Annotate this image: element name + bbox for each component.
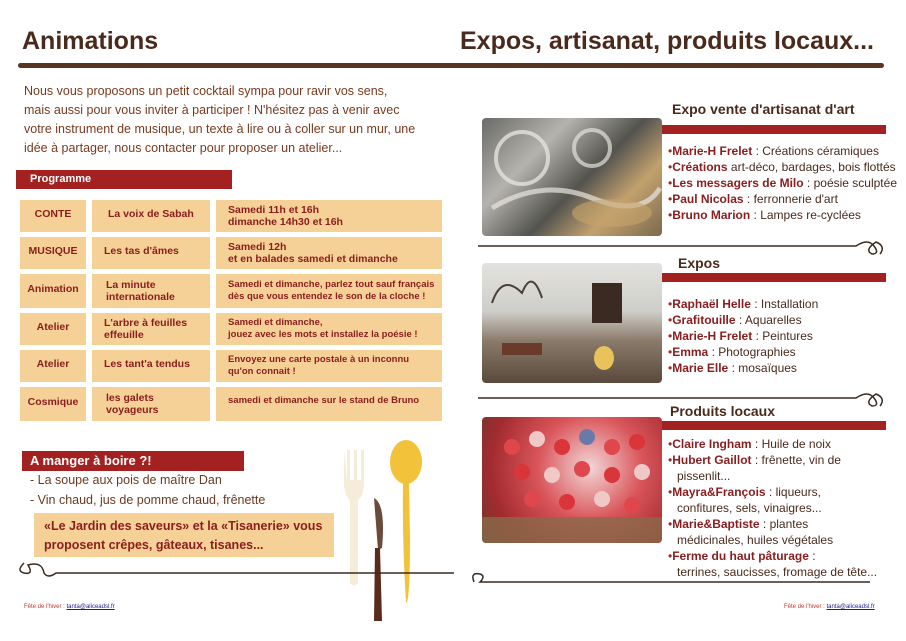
- when-line: jouez avec les mots et installez la poésie !: [228, 329, 418, 340]
- row-type: Atelier: [20, 313, 86, 345]
- list-artisanat: [668, 143, 898, 223]
- list-item: •Grafitouille : Aquarelles: [668, 313, 802, 327]
- row-name: Les tas d'âmes: [92, 237, 210, 269]
- row-when: [216, 200, 442, 232]
- section-title-artisanat: Expo vente d'artisanat d'art: [672, 101, 855, 117]
- food-title: A manger à boire ?!: [22, 451, 244, 471]
- ceramics-photo: [482, 118, 662, 236]
- row-type: Cosmique: [20, 387, 86, 421]
- section-bar: [648, 421, 886, 430]
- header-rule: [18, 63, 884, 68]
- food-note: [34, 513, 334, 557]
- when-line: Envoyez une carte postale à un inconnu: [228, 354, 410, 365]
- name-line: internationale: [106, 291, 175, 303]
- list-item: •Mayra&François : liqueurs, confitures, sels, vinaigres...: [668, 485, 822, 515]
- when-line: qu'on connait !: [228, 366, 296, 377]
- list-item: •Raphaël Helle : Installation: [668, 297, 819, 311]
- when-line: Samedi 11h et 16h: [228, 204, 320, 216]
- intro-line: mais aussi pour vous inviter à participer ! N'hésitez pas à venir avec: [24, 103, 400, 117]
- when-line: dimanche 14h30 et 16h: [228, 216, 343, 228]
- food-item: - Vin chaud, jus de pomme chaud, frênette: [30, 493, 266, 507]
- list-item: •Claire Ingham : Huile de noix: [668, 437, 831, 451]
- section-bar: [648, 125, 886, 134]
- row-when: [216, 350, 442, 382]
- cake-photo: [482, 417, 662, 543]
- row-type: Animation: [20, 274, 86, 308]
- row-name: [92, 274, 210, 308]
- row-when: [216, 274, 442, 308]
- list-expos: [668, 296, 898, 376]
- when-line: samedi et dimanche sur le stand de Bruno: [228, 395, 420, 406]
- name-line: La minute: [106, 279, 156, 291]
- when-line: dès que vous entendez le son de la cloche !: [228, 291, 426, 302]
- list-item: •Emma : Photographies: [668, 345, 796, 359]
- name-line: les galets: [106, 392, 154, 404]
- food-item: - La soupe aux pois de maître Dan: [30, 473, 222, 487]
- right-footer: [784, 604, 875, 610]
- note-line: «Le Jardin des saveurs» et la «Tisanerie» vous: [44, 519, 323, 533]
- row-name: [92, 387, 210, 421]
- footer-email-link[interactable]: tanta@aliceadsl.fr: [66, 604, 115, 610]
- footer-label: Fête de l'hiver :: [24, 604, 65, 610]
- exhibition-photo: [482, 263, 662, 383]
- row-name: [92, 313, 210, 345]
- row-when: [216, 237, 442, 269]
- name-line: voyageurs: [106, 404, 159, 416]
- footer-email-link[interactable]: tanta@aliceadsl.fr: [826, 604, 875, 610]
- intro-line: idée à partager, nous contacter pour proposer un atelier...: [24, 141, 343, 155]
- bottom-scribble-right: [470, 568, 890, 594]
- row-when: [216, 313, 442, 345]
- row-type: MUSIQUE: [20, 237, 86, 269]
- section-title-produits: Produits locaux: [670, 403, 776, 419]
- row-name: Les tant'a tendus: [92, 350, 210, 382]
- left-page-title: Animations: [22, 27, 159, 55]
- note-line: proposent crêpes, gâteaux, tisanes...: [44, 538, 264, 552]
- when-line: Samedi et dimanche,: [228, 317, 323, 328]
- left-footer: [24, 604, 115, 610]
- when-line: Samedi et dimanche, parlez tout sauf français: [228, 279, 435, 290]
- list-item: •Marie Elle : mosaïques: [668, 361, 797, 375]
- list-produits: [668, 436, 898, 580]
- list-item: •Paul Nicolas : ferronnerie d'art: [668, 192, 838, 206]
- intro-line: Nous vous proposons un petit cocktail sympa pour ravir vos sens,: [24, 84, 388, 98]
- name-line: effeuille: [104, 329, 144, 341]
- list-item: •Créations art-déco, bardages, bois flottés: [668, 160, 896, 174]
- section-title-expos: Expos: [678, 255, 721, 271]
- row-type: CONTE: [20, 200, 86, 232]
- name-line: L'arbre à feuilles: [104, 317, 188, 329]
- cutlery-illustration: [330, 438, 430, 623]
- row-when: [216, 387, 442, 421]
- programme-label: Programme: [16, 170, 232, 189]
- list-item: •Les messagers de Milo : poésie sculptée: [668, 176, 897, 190]
- list-item: •Marie&Baptiste : plantes médicinales, huiles végétales: [668, 517, 834, 547]
- list-item: •Bruno Marion : Lampes re-cyclées: [668, 208, 861, 222]
- row-name: La voix de Sabah: [92, 200, 210, 232]
- row-type: Atelier: [20, 350, 86, 382]
- footer-label: Fête de l'hiver :: [784, 604, 825, 610]
- list-item: •Ferme du haut pâturage : terrines, saucisses, fromage de tête...: [668, 549, 878, 579]
- list-item: •Marie-H Frelet : Créations céramiques: [668, 144, 879, 158]
- list-item: •Hubert Gaillot : frênette, vin de pissenlit...: [668, 453, 841, 483]
- bottom-scribble-left: [14, 557, 464, 583]
- when-line: Samedi 12h: [228, 241, 287, 253]
- section-bar: [648, 273, 886, 282]
- food-list: [30, 470, 360, 510]
- list-item: •Marie-H Frelet : Peintures: [668, 329, 813, 343]
- intro-line: votre instrument de musique, un texte à lire ou à coller sur un mur, une: [24, 122, 416, 136]
- right-page-title: Expos, artisanat, produits locaux...: [460, 27, 874, 55]
- intro-text: [24, 82, 444, 158]
- when-line: et en balades samedi et dimanche: [228, 253, 398, 265]
